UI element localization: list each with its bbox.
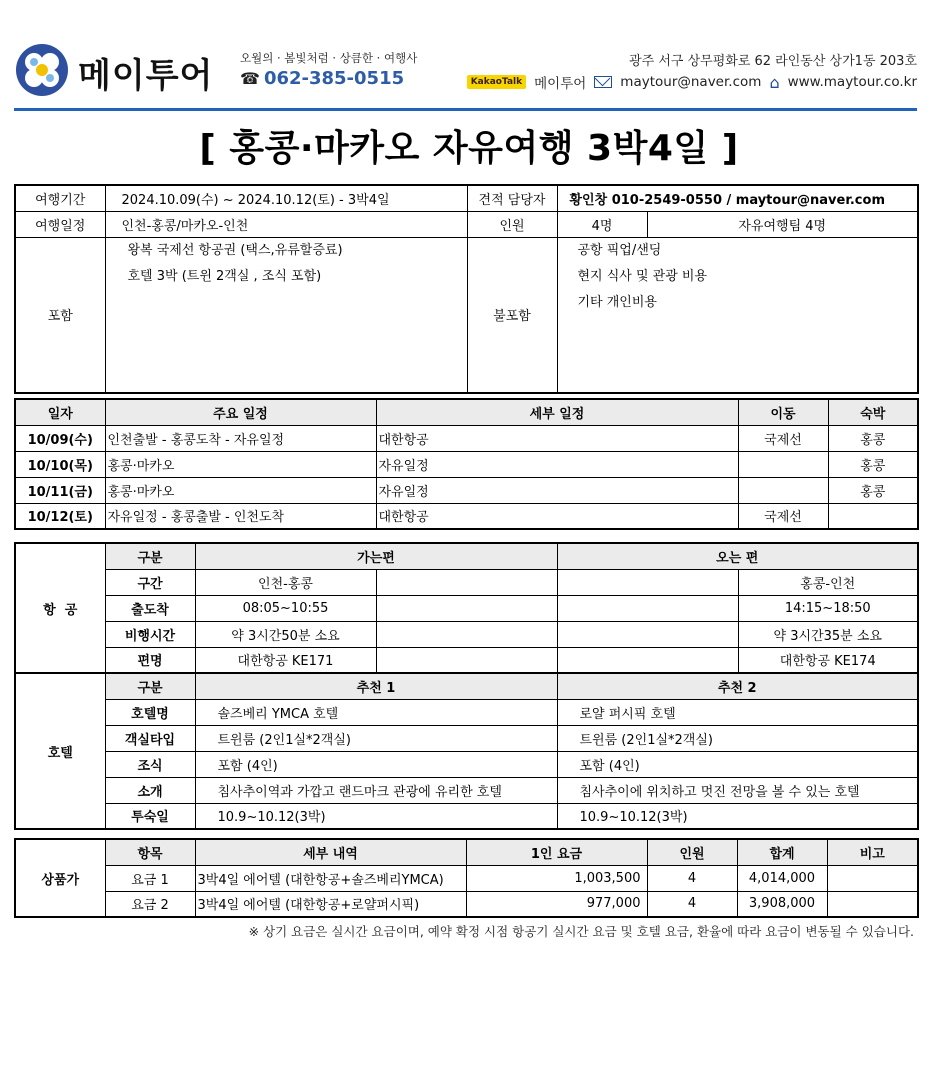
itinerary-move	[738, 477, 828, 503]
table-row	[15, 751, 918, 777]
itinerary-header-move: 이동	[738, 399, 828, 425]
hotel-rec2-header: 추천 2	[557, 673, 918, 699]
itinerary-detail: 자유일정	[376, 451, 738, 477]
table-row	[15, 503, 918, 529]
hotel-rec2-value: 침사추이에 위치하고 멋진 전망을 볼 수 있는 호텔	[557, 777, 918, 803]
table-row	[15, 891, 918, 917]
hotel-rec2-value: 로얄 퍼시픽 호텔	[557, 699, 918, 725]
price-section-label: 상품가	[15, 839, 105, 917]
hotel-rec2-value: 트윈룸 (2인1실*2객실)	[557, 725, 918, 751]
itinerary-date: 10/10(목)	[15, 451, 105, 477]
price-total: 3,908,000	[737, 891, 827, 917]
price-pax: 4	[647, 891, 737, 917]
route-value: 인천-홍콩/마카오-인천	[105, 211, 467, 237]
price-item: 요금 2	[105, 891, 195, 917]
itinerary-stay: 홍콩	[828, 451, 918, 477]
table-row	[15, 777, 918, 803]
price-note	[827, 865, 918, 891]
company-address: 광주 서구 상무평화로 62 라인동산 상가1동 203호	[629, 54, 917, 69]
flight-in-value: 14:15~18:50	[738, 595, 918, 621]
flight-in-header: 오는 편	[557, 543, 918, 569]
phone-number[interactable]	[240, 68, 404, 89]
flight-out-value: 인천-홍콩	[195, 569, 376, 595]
itinerary-detail: 자유일정	[376, 477, 738, 503]
hotel-row-label: 조식	[105, 751, 195, 777]
price-header-note: 비고	[827, 839, 918, 865]
hotel-rec2-value: 10.9~10.12(3박)	[557, 803, 918, 829]
route-label: 여행일정	[15, 211, 105, 237]
itinerary-move: 국제선	[738, 425, 828, 451]
itinerary-detail: 대한항공	[376, 425, 738, 451]
include-list	[105, 237, 467, 393]
itinerary-main: 홍콩·마카오	[105, 477, 376, 503]
exclude-item: 현지 식사 및 관광 비용	[577, 268, 708, 284]
itinerary-main: 자유일정 - 홍콩출발 - 인천도착	[105, 503, 376, 529]
page-title: [ 홍콩·마카오 자유여행 3박4일 ]	[199, 128, 739, 169]
exclude-item: 기타 개인비용	[577, 294, 657, 310]
price-item: 요금 1	[105, 865, 195, 891]
flight-in-value: 홍콩-인천	[738, 569, 918, 595]
hotel-rec2-value: 포함 (4인)	[557, 751, 918, 777]
email-link[interactable]: maytour@naver.com	[620, 74, 762, 90]
hotel-rec1-value: 10.9~10.12(3박)	[195, 803, 557, 829]
mail-icon	[594, 76, 612, 88]
telephone-icon: ☎	[240, 69, 260, 88]
price-header-unit: 1인 요금	[466, 839, 647, 865]
pax-value: 4명	[557, 211, 647, 237]
kakaotalk-icon: KakaoTalk	[467, 75, 526, 89]
price-detail: 3박4일 에어텔 (대한항공+솔즈베리YMCA)	[195, 865, 466, 891]
hotel-rec1-value: 솔즈베리 YMCA 호텔	[195, 699, 557, 725]
flight-in-value: 약 3시간35분 소요	[738, 621, 918, 647]
include-item: 호텔 3박 (트윈 2객실 , 조식 포함)	[127, 268, 322, 284]
flight-section-label: 항 공	[15, 543, 105, 673]
itinerary-stay: 홍콩	[828, 477, 918, 503]
itinerary-detail: 대한항공	[376, 503, 738, 529]
hotel-row-label: 투숙일	[105, 803, 195, 829]
price-header-item: 항목	[105, 839, 195, 865]
table-row	[15, 621, 918, 647]
website-link[interactable]: www.maytour.co.kr	[787, 74, 917, 90]
itinerary-main: 인천출발 - 홍콩도착 - 자유일정	[105, 425, 376, 451]
flight-in-value: 대한항공 KE174	[738, 647, 918, 673]
price-unit: 977,000	[466, 891, 647, 917]
flight-out-value: 08:05~10:55	[195, 595, 376, 621]
itinerary-date: 10/09(수)	[15, 425, 105, 451]
exclude-label: 불포함	[467, 237, 557, 393]
price-note	[827, 891, 918, 917]
exclude-item: 공항 픽업/샌딩	[577, 242, 662, 258]
price-unit: 1,003,500	[466, 865, 647, 891]
team-value: 자유여행팀 4명	[647, 211, 918, 237]
brand-name: 메이투어	[78, 56, 214, 96]
itinerary-header-main: 주요 일정	[105, 399, 376, 425]
flight-hotel-table	[14, 542, 919, 830]
header-divider	[14, 108, 917, 111]
include-label: 포함	[15, 237, 105, 393]
itinerary-header-detail: 세부 일정	[376, 399, 738, 425]
itinerary-move: 국제선	[738, 503, 828, 529]
phone-text: 062-385-0515	[263, 68, 405, 89]
itinerary-header-date: 일자	[15, 399, 105, 425]
price-header-pax: 인원	[647, 839, 737, 865]
hotel-row-label: 객실타입	[105, 725, 195, 751]
itinerary-stay: 홍콩	[828, 425, 918, 451]
price-table	[14, 838, 919, 918]
hotel-rec1-value: 포함 (4인)	[195, 751, 557, 777]
table-row	[15, 725, 918, 751]
flight-row-label: 비행시간	[105, 621, 195, 647]
maytour-logo	[14, 42, 70, 98]
table-row	[15, 595, 918, 621]
pax-label: 인원	[467, 211, 557, 237]
table-row	[15, 647, 918, 673]
hotel-col-label: 구분	[105, 673, 195, 699]
table-row	[15, 425, 918, 451]
kakao-id[interactable]: 메이투어	[534, 76, 587, 92]
include-item: 왕복 국제선 항공권 (택스,유류할증료)	[127, 242, 343, 258]
hotel-section-label: 호텔	[15, 673, 105, 829]
price-total: 4,014,000	[737, 865, 827, 891]
agent-value: 황인창 010-2549-0550 / maytour@naver.com	[557, 185, 918, 211]
price-footnote: ※ 상기 요금은 실시간 요금이며, 예약 확정 시점 항공기 실시간 요금 및 호텔 요금, 환율에 따라 요금이 변동될 수 있습니다.	[248, 924, 914, 939]
price-pax: 4	[647, 865, 737, 891]
itinerary-main: 홍콩·마카오	[105, 451, 376, 477]
table-row	[15, 569, 918, 595]
price-header-total: 합계	[737, 839, 827, 865]
table-row	[15, 699, 918, 725]
price-header-detail: 세부 내역	[195, 839, 466, 865]
itinerary-table	[14, 398, 919, 530]
flight-row-label: 구간	[105, 569, 195, 595]
exclude-list	[557, 237, 918, 393]
itinerary-date: 10/11(금)	[15, 477, 105, 503]
itinerary-move	[738, 451, 828, 477]
flight-out-value: 약 3시간50분 소요	[195, 621, 376, 647]
flight-row-label: 출도착	[105, 595, 195, 621]
flight-col-label: 구분	[105, 543, 195, 569]
hotel-rec1-value: 침사추이역과 가깝고 랜드마크 관광에 유리한 호텔	[195, 777, 557, 803]
period-value: 2024.10.09(수) ~ 2024.10.12(토) - 3박4일	[105, 185, 467, 211]
agent-label: 견적 담당자	[467, 185, 557, 211]
hotel-rec1-value: 트윈룸 (2인1실*2객실)	[195, 725, 557, 751]
period-label: 여행기간	[15, 185, 105, 211]
page-header	[14, 38, 917, 112]
flight-out-value: 대한항공 KE171	[195, 647, 376, 673]
table-row	[15, 451, 918, 477]
table-row	[15, 803, 918, 829]
home-icon: ⌂	[769, 72, 780, 92]
table-row	[15, 477, 918, 503]
itinerary-stay	[828, 503, 918, 529]
itinerary-header-stay: 숙박	[828, 399, 918, 425]
flight-out-header: 가는편	[195, 543, 557, 569]
flight-row-label: 편명	[105, 647, 195, 673]
itinerary-date: 10/12(토)	[15, 503, 105, 529]
hotel-rec1-header: 추천 1	[195, 673, 557, 699]
contact-links	[467, 72, 917, 92]
hotel-row-label: 소개	[105, 777, 195, 803]
hotel-row-label: 호텔명	[105, 699, 195, 725]
brand-tagline: 오월의 · 봄빛처럼 · 상큼한 · 여행사	[240, 51, 418, 65]
price-detail: 3박4일 에어텔 (대한항공+로얄퍼시픽)	[195, 891, 466, 917]
summary-table	[14, 184, 919, 394]
table-row	[15, 865, 918, 891]
